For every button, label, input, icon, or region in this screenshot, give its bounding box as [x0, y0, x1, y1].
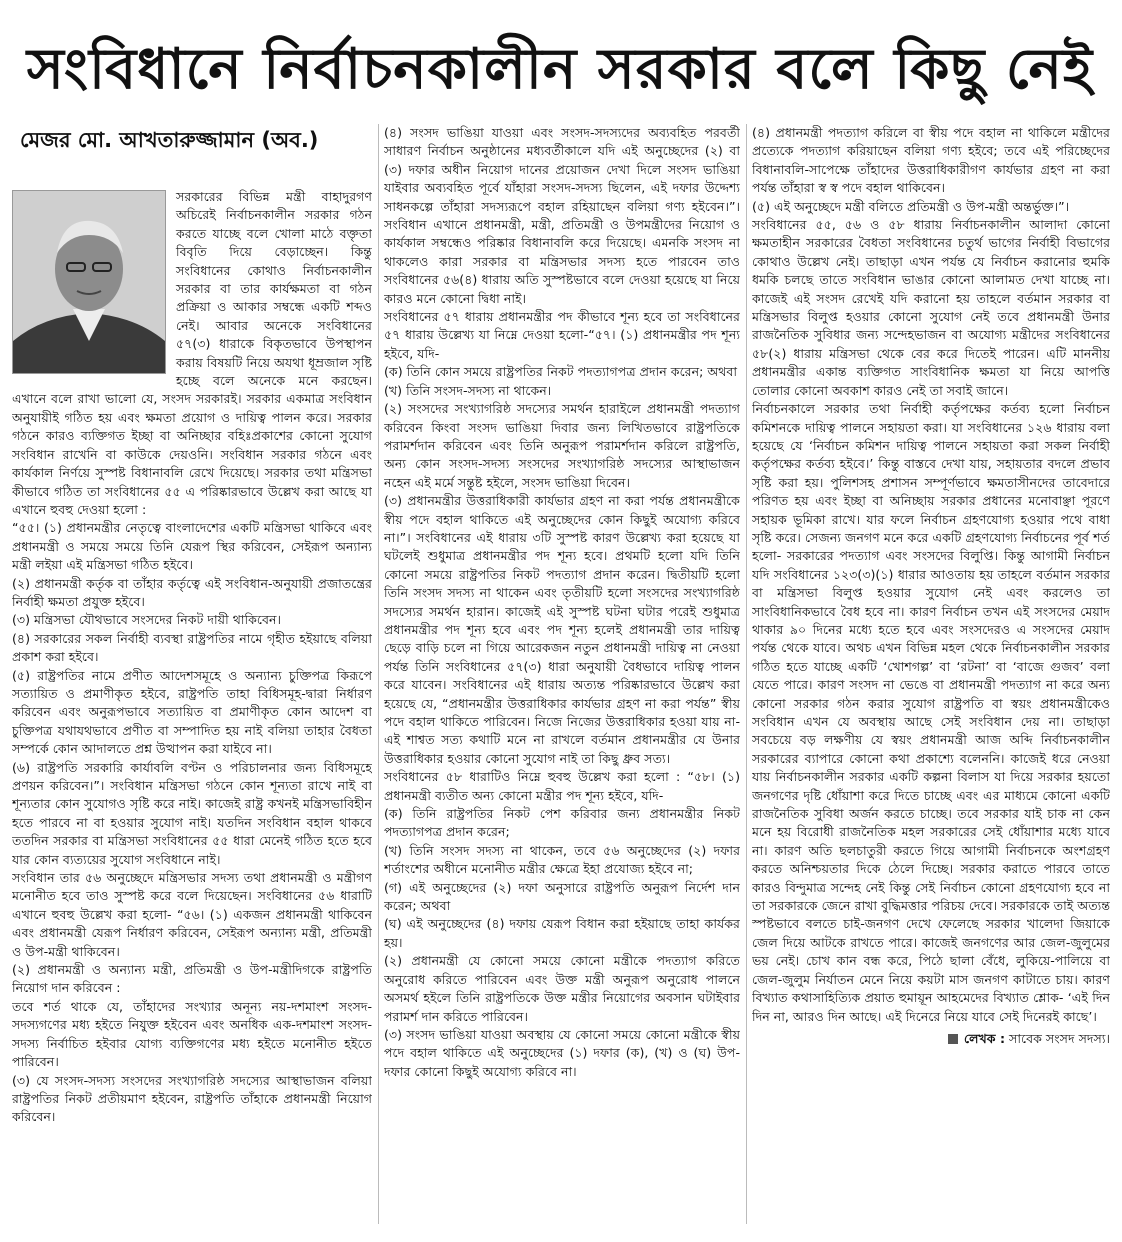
article-column-2 — [384, 124, 740, 1222]
author-note — [752, 1030, 1110, 1048]
paragraph: (খ) তিনি সংসদ সদস্য না থাকেন, তবে ৫৬ অনুচ্ছেদের (২) দফার শর্তাংশের অধীনে মনোনীত মন্ত্রীর ক্ষেত্রে ইহা প্রযোজ্য হইবে না; — [384, 842, 740, 877]
paragraph: (৪) সরকারের সকল নির্বাহী ব্যবস্থা রাষ্ট্রপতির নামে গৃহীত হইয়াছে বলিয়া প্রকাশ করা হইবে। — [12, 630, 372, 665]
paragraph: (৫) রাষ্ট্রপতির নামে প্রণীত আদেশসমূহে ও অন্যান্য চুক্তিপত্র কিরূপে সত্যায়িত ও প্রমাণীকৃত হইবে, রাষ্ট্রপতি তাহা বিধিসমূহ-দ্বারা নির্ধারণ করিবেন এবং অনুরূপভাবে সত্যায়িত বা প্রমাণীকৃত কোন আদেশ বা চুক্তিপত্র যথাযথভাবে প্রণীত বা সম্পাদিত হয় নাই বলিয়া তাহার বৈধতা সম্পর্কে কোন আদালতে প্রশ্ন উত্থাপন করা যাইবে না। — [12, 667, 372, 757]
article-column-3 — [752, 124, 1110, 1220]
author-note-label: লেখক : — [964, 1030, 1006, 1046]
paragraph: সংবিধানের ৫৭ ধারায় প্রধানমন্ত্রীর পদ কীভাবে শূন্য হবে তা সংবিধানের ৫৭ ধারায় উল্লেখ্য যা নিম্নে দেওয়া হলো-“৫৭। (১) প্রধানমন্ত্রীর পদ শূন্য হইবে, যদি- — [384, 309, 740, 361]
paragraph: (৩) সংসদ ভাঙিয়া যাওয়া অবস্থায় যে কোনো সময়ে কোনো মন্ত্রীকে স্বীয় পদে বহাল থাকিতে এই অনুচ্ছেদের (১) দফার (ক), (খ) ও (ঘ) উপ-দফার কোনো কিছুই অযোগ্য করিবে না। — [384, 1026, 740, 1079]
paragraph: সংবিধান তার ৫৬ অনুচ্ছেদে মন্ত্রিসভার সদস্য তথা প্রধানমন্ত্রী ও মন্ত্রীগণ মনোনীত হবে তাও সুস্পষ্ট করে বলে দিয়েছেন। সংবিধানের ৫৬ ধারাটি এখানে হুবহু উল্লেখ করা হলো- “৫৬। (১) একজন প্রধানমন্ত্রী থাকিবেন এবং প্রধানমন্ত্রী যেরূপ নির্ধারণ করিবেন, সেইরূপ অন্যান্য মন্ত্রী, প্রতিমন্ত্রী ও উপ-মন্ত্রী থাকিবেন। — [12, 870, 372, 959]
paragraph: (ক) তিনি রাষ্ট্রপতির নিকট পেশ করিবার জন্য প্রধানমন্ত্রীর নিকট পদত্যাগপত্র প্রদান করেন; — [384, 806, 740, 840]
paragraph: (২) সংসদের সংখ্যাগরিষ্ঠ সদস্যের সমর্থন হারাইলে প্রধানমন্ত্রী পদত্যাগ করিবেন কিংবা সংসদ ভাঙিয়া দিবার জন্য লিখিতভাবে রাষ্ট্রপতিকে পরামর্শদান করিবেন এবং তিনি অনুরূপ পরামর্শদান করিলে রাষ্ট্রপতি, অন্য কোন সংসদ-সদস্য সংসদের সংখ্যাগরিষ্ঠ সদস্যের আস্থাভাজন নহেন এই মর্মে সন্তুষ্ট হইলে, সংসদ ভাঙিয়া দিবেন। — [384, 401, 740, 490]
paragraph: নির্বাচনকালে সরকার তথা নির্বাহী কর্তৃপক্ষের কর্তব্য হলো নির্বাচন কমিশনকে দায়িত্ব পালনে সহায়তা করা। যা সংবিধানের ১২৬ ধারায় বলা হয়েছে যে ‘নির্বাচন কমিশন দায়িত্ব পালনে সহায়তা করা সকল নির্বাহী কর্তৃপক্ষের কর্তব্য হইবে।’ কিন্তু বাস্তবে দেখা যায়, সহায়তার বদলে প্রভাব সৃষ্টি করা হয়। পুলিশসহ প্রশাসন সম্পূর্ণভাবে ক্ষমতাসীনদের তাবেদারে পরিণত হয় এবং ইচ্ছা বা অনিচ্ছায় সরকার প্রধানের মনোবাঞ্ছা পূরণে সহায়ক ভূমিকা রাখে। যার ফলে নির্বাচন গ্রহণযোগ্য হওয়ার পথে বাধা সৃষ্টি করে। সেজন্য জনগণ মনে করে একটি গ্রহণযোগ্য নির্বাচনের পূর্ব শর্ত হলো- সরকারের পদত্যাগ এবং সংসদের বিলুপ্তি। কিন্তু আগামী নির্বাচন যদি সংবিধানের ১২৩(৩)(১) ধারার আওতায় হয় তাহলে বর্তমান সরকার বা মন্ত্রিসভা বিলুপ্ত হওয়ার সুযোগ নেই এবং করলেও তা সাংবিধানিকভাবে বৈধ হবে না। কারণ নির্বাচন তখন এই সংসদের মেয়াদ থাকার ৯০ দিনের মধ্যে হতে হবে এবং সংসদেরও এ সংসদের মেয়াদ পর্যন্ত থেকে যাবে। অথচ এখন বিভিন্ন মহল থেকে নির্বাচনকালীন সরকার গঠিত হতে যাচ্ছে একটি ‘খোশগল্প’ বা ‘রটনা’ বা ‘বাজে গুজব’ বলা যেতে পারে। কারণ সংসদ না ভেঙে বা প্রধানমন্ত্রী পদত্যাগ না করে অন্য কোনো সরকার গঠন করার সুযোগ রাষ্ট্রপতি বা স্বয়ং প্রধানমন্ত্রীকেও সংবিধান এখন যে অবস্থায় আছে সেই সংবিধান দেয় না। তাছাড়া সবচেয়ে বড় লক্ষণীয় যে স্বয়ং প্রধানমন্ত্রী আজ অব্দি নির্বাচনকালীন সরকারের ব্যাপারে কোনো কথা প্রকাশ্যে বলেননি। কাজেই ধরে নেওয়া যায় নির্বাচনকালীন সরকার একটি কল্পনা বিলাস যা দিয়ে সরকার হয়তো জনগণের দৃষ্টি ধোঁয়াশা করে দিতে চাচ্ছে এবং এর মাধ্যমে কোনো একটি রাজনৈতিক সুবিধা অর্জন করতে চাচ্ছে। তবে সরকার যাই চাক না কেন মনে হয় বিরোধী রাজনৈতিক মহল সরকারের সেই ধোঁয়াশার মধ্যে যাবে না। কারণ অতি ছলচাতুরী করতে গিয়ে আগামী নির্বাচনকে অংশগ্রহণ করতে অনিশ্চয়তার দিকে ঠেলে দিচ্ছে। সরকার করাতে পারবে তাতে কারও বিন্দুমাত্র সন্দেহ নেই কিন্তু সেই নির্বাচন কোনো গ্রহণযোগ্য হবে না তা সরকারকে জেনে রাখা বুদ্ধিমত্তার পরিচয় দেবে। সরকারকে তাই অত্যন্ত স্পষ্টভাবে বলতে চাই-জনগণ দেখে ফেলেছে সরকার খালেদা জিয়াকে জেল দিয়ে আটকে রাখতে পারে। কাজেই জনগণের আর জেল-জুলুমের ভয় নেই। চোখ কান বন্ধ করে, পিঠে ছালা বেঁধে, লুকিয়ে-পালিয়ে বা জেল-জুলুম নির্যাতন মেনে নিয়ে কয়টা মাস জনগণ কাটাতে চায়। কারণ বিখ্যাত কথাসাহিত্যিক প্রয়াত হুমায়ূন আহমেদের বিখ্যাত শ্লোক- ‘এই দিন দিন না, আরও দিন আছে। এই দিনেরে নিয়ে যাবে সেই দিনেরই কাছে’। — [752, 401, 1110, 1024]
paragraph: (ক) তিনি কোন সময়ে রাষ্ট্রপতির নিকট পদত্যাগপত্র প্রদান করেন; অথবা — [384, 364, 738, 380]
author-note-text: সাবেক সংসদ সদস্য। — [1009, 1030, 1110, 1046]
paragraph: (২) প্রধানমন্ত্রী কর্তৃক বা তাঁহার কর্তৃত্বে এই সংবিধান-অনুযায়ী প্রজাতন্ত্রের নির্বাহী ক্ষমতা প্রযুক্ত হইবে। — [12, 575, 372, 609]
paragraph: (৪) সংসদ ভাঙিয়া যাওয়া এবং সংসদ-সদস্যদের অব্যবহিত পরবর্তী সাধারণ নির্বাচন অনুষ্ঠানের মধ্যবর্তীকালে যদি এই অনুচ্ছেদের (২) বা (৩) দফার অধীন নিয়োগ দানের প্রয়োজন দেখা দিলে সংসদ ভাঙিয়া যাইবার অব্যবহিত পূর্বে যাঁহারা সংসদ-সদস্য ছিলেন, এই দফার উদ্দেশ্য সাধনকল্পে তাঁহারা সদস্যরূপে বহাল রহিয়াছেন বলিয়া গণ্য হইবেন।”। সংবিধান এখানে প্রধানমন্ত্রী, মন্ত্রী, প্রতিমন্ত্রী ও উপমন্ত্রীদের নিয়োগ ও কার্যকাল সম্বন্ধেও পরিষ্কার বিধানাবলি করে দিয়েছে। এমনকি সংসদ না থাকলেও কারা সরকার বা মন্ত্রিসভার সদস্য হতে পারবেন তাও সংবিধানের ৫৬(৪) ধারায় অতি সুস্পষ্টভাবে বলে দেওয়া হয়েছে যা নিয়ে কারও মনে কোনো দ্বিধা নাই। — [384, 125, 740, 306]
paragraph: (২) প্রধানমন্ত্রী ও অন্যান্য মন্ত্রী, প্রতিমন্ত্রী ও উপ-মন্ত্রীদিগকে রাষ্ট্রপতি নিয়োগ দান করিবেন : — [12, 962, 372, 996]
author-photo — [12, 190, 166, 374]
paragraph: (খ) তিনি সংসদ-সদস্য না থাকেন। — [384, 382, 552, 398]
author-portrait-image — [13, 191, 165, 373]
author-byline: মেজর মো. আখতারুজ্জামান (অব.) — [20, 128, 319, 152]
article-headline: সংবিধানে নির্বাচনকালীন সরকার বলে কিছু নেই — [26, 37, 1094, 102]
paragraph: (৩) প্রধানমন্ত্রীর উত্তরাধিকারী কার্যভার গ্রহণ না করা পর্যন্ত প্রধানমন্ত্রীকে স্বীয় পদে বহাল থাকিতে এই অনুচ্ছেদের কোন কিছুই অযোগ্য করিবে না।”। সংবিধানের এই ধারায় ৩টি সুস্পষ্ট কারণ উল্লেখ্য করা হয়েছে যা ঘটলেই শুধুমাত্র প্রধানমন্ত্রীর পদ শূন্য হবে। প্রথমটি হলো যদি তিনি কোনো সময়ে রাষ্ট্রপতির নিকট পদত্যাগ প্রদান করেন। দ্বিতীয়টি হলো তিনি সংসদ সদস্য না থাকেন এবং তৃতীয়টি হলো সংসদের সংখ্যাগরিষ্ঠ সদস্যের সমর্থন হারান। কাজেই এই সুস্পষ্ট ঘটনা ঘটার পরেই শুধুমাত্র প্রধানমন্ত্রীর পদ শূন্য হবে এবং পদ শূন্য হলেই প্রধানমন্ত্রী তার দায়িত্ব ছেড়ে বাড়ি চলে না গিয়ে আরেকজন নতুন প্রধানমন্ত্রী দায়িত্ব না নেওয়া পর্যন্ত তিনি সংবিধানের ৫৭(৩) ধারা অনুযায়ী বৈধভাবে দায়িত্ব পালন করে যাবেন। সংবিধানের এই ধারায় অত্যন্ত পরিষ্কারভাবে উল্লেখ করা হয়েছে যে, “প্রধানমন্ত্রীর উত্তরাধিকার কার্যভার গ্রহণ না করা পর্যন্ত” স্বীয় পদে বহাল থাকিতে পারিবেন। নিজে নিজের উত্তরাধিকার হওয়া যায় না-এই শাশ্বত সত্য কথাটি মনে না রাখলে বর্তমান প্রধানমন্ত্রীর যে উনার উত্তরাধিকার হওয়ার কোনো সুযোগ নাই তা কিছু ধ্রুব সত্য। — [384, 493, 740, 766]
paragraph: সরকারের বিভিন্ন মন্ত্রী বাহাদুরগণ অচিরেই নির্বাচনকালীন সরকার গঠন করতে যাচ্ছে বলে খোলা মাঠে বক্তৃতা বিবৃতি দিয়ে বেড়াচ্ছেন। কিন্তু সংবিধানের কোথাও নির্বাচনকালীন সরকার বা তার কার্যক্ষমতা বা গঠন প্রক্রিয়া ও আকার সম্বন্ধে একটি শব্দও নেই। আবার অনেকে সংবিধানের ৫৭(৩) ধারাকে বিকৃতভাবে উপস্থাপন করায় বিষয়টি নিয়ে অযথা ধূম্রজাল সৃষ্টি হচ্ছে বলে অনেকে মনে করছেন। এখানে বলে রাখা ভালো যে, সংসদ সরকারই। সরকার একমাত্র সংবিধান অনুযায়ীই গঠিত হয় এবং ক্ষমতা প্রয়োগ ও দায়িত্ব পালন করে। সরকার গঠনে কারও ব্যক্তিগত ইচ্ছা বা অনিচ্ছার বহিঃপ্রকাশের কোনো সুযোগ সংবিধান রাখেনি বা কাউকে দেয়ওনি। সংবিধান সরকার গঠনে এবং কার্যকাল নির্ণয়ে সুস্পষ্ট বিধানাবলি রেখে দিয়েছে। সরকার তথা মন্ত্রিসভা কীভাবে গঠিত তা সংবিধানের ৫৫ এ পরিষ্কারভাবে উল্লেখ করা আছে যা এখানে হুবহু দেওয়া হলো : — [12, 189, 372, 517]
bullet-square-icon — [948, 1034, 958, 1044]
paragraph: (৩) মন্ত্রিসভা যৌথভাবে সংসদের নিকট দায়ী থাকিবেন। — [12, 612, 282, 628]
paragraph: (২) প্রধানমন্ত্রী যে কোনো সময়ে কোনো মন্ত্রীকে পদত্যাগ করিতে অনুরোধ করিতে পারিবেন এবং উক্ত মন্ত্রী অনুরূপ অনুরোধ পালনে অসমর্থ হইলে তিনি রাষ্ট্রপতিকে উক্ত মন্ত্রীর নিয়োগের অবসান ঘটাইবার পরামর্শ দান করিতে পারিবেন। — [384, 953, 740, 1024]
column-divider — [746, 124, 747, 1224]
paragraph: (৪) প্রধানমন্ত্রী পদত্যাগ করিলে বা স্বীয় পদে বহাল না থাকিলে মন্ত্রীদের প্রত্যেকে পদত্যাগ করিয়াছেন বলিয়া গণ্য হইবে; তবে এই পরিচ্ছেদের বিধানাবলি-সাপেক্ষে তাঁহাদের উত্তরাধিকারীগণ কার্যভার গ্রহণ না করা পর্যন্ত তাঁহারা স্ব স্ব পদে বহাল থাকিবেন। — [752, 125, 1110, 196]
paragraph: (৩) যে সংসদ-সদস্য সংসদের সংখ্যাগরিষ্ঠ সদস্যের আস্থাভাজন বলিয়া রাষ্ট্রপতির নিকট প্রতীয়মাণ হইবেন, রাষ্ট্রপতি তাঁহাকে প্রধানমন্ত্রী নিয়োগ করিবেন। — [12, 1072, 372, 1125]
paragraph: সংবিধানের ৫৫, ৫৬ ও ৫৮ ধারায় নির্বাচনকালীন আলাদা কোনো ক্ষমতাহীন সরকারের বৈধতা সংবিধানের চতুর্থ ভাগের নির্বাহী বিভাগের কোথাও উল্লেখ নেই। তাছাড়া এখন পর্যন্ত যে নির্বাচন করানোর হুমকি ধমকি চলছে তাতে সংবিধান ভাঙার কোনো আলামত দেখা যাচ্ছে না। কাজেই এই সংসদ রেখেই যদি করানো হয় তাহলে বর্তমান সরকার বা মন্ত্রিসভার বিলুপ্ত হওয়ার কোনো সুযোগ নেই তবে প্রধানমন্ত্রী উনার রাজনৈতিক সুবিধার জন্য সন্দেহভাজন বা অযোগ্য মন্ত্রীদের সংবিধানের ৫৮(২) ধারায় মন্ত্রিসভা থেকে বের করে দিতেই পারেন। এটি মাননীয় প্রধানমন্ত্রীর একান্ত ব্যক্তিগত সাংবিধানিক ক্ষমতা যা নিয়ে আপত্তি তোলার কোনো অবকাশ কারও নেই তা সবাই জানে। — [752, 217, 1110, 398]
column-divider — [378, 124, 379, 1224]
paragraph: সংবিধানের ৫৮ ধারাটিও নিম্নে হুবহু উল্লেখ করা হলো : “৫৮। (১) প্রধানমন্ত্রী ব্যতীত অন্য কোনো মন্ত্রীর পদ শূন্য হইবে, যদি- — [384, 769, 740, 803]
paragraph: “৫৫। (১) প্রধানমন্ত্রীর নেতৃত্বে বাংলাদেশের একটি মন্ত্রিসভা থাকিবে এবং প্রধানমন্ত্রী ও সময়ে সময়ে তিনি যেরূপ স্থির করিবেন, সেইরূপ অন্যান্য মন্ত্রী লইয়া এই মন্ত্রিসভা গঠিত হইবে। — [12, 520, 372, 573]
paragraph: তবে শর্ত থাকে যে, তাঁহাদের সংখ্যার অনূন্য নয়-দশমাংশ সংসদ-সদস্যগণের মধ্য হইতে নিযুক্ত হইবেন এবং অনধিক এক-দশমাংশ সংসদ-সদস্য নির্বাচিত হইবার যোগ্য ব্যক্তিগণের মধ্য হইতে মনোনীত হইতে পারিবেন। — [12, 998, 372, 1070]
paragraph: (গ) এই অনুচ্ছেদের (২) দফা অনুসারে রাষ্ট্রপতি অনুরূপ নির্দেশ দান করেন; অথবা — [384, 879, 740, 914]
article-column-1 — [12, 188, 372, 1220]
paragraph: (৫) এই অনুচ্ছেদে মন্ত্রী বলিতে প্রতিমন্ত্রী ও উপ-মন্ত্রী অন্তর্ভুক্ত।”। — [752, 198, 1070, 214]
paragraph: (৬) রাষ্ট্রপতি সরকারি কার্যাবলি বণ্টন ও পরিচালনার জন্য বিধিসমূহে প্রণয়ন করিবেন।”। সংবিধান মন্ত্রিসভা গঠনে কোন শূন্যতা রাখে নাই বা শূন্যতার কোন সুযোগও সৃষ্টি করে নাই। কাজেই রাষ্ট্র কখনই মন্ত্রিসভাবিহীন হতে পারবে না বা হওয়ার সুযোগ নাই। যতদিন সংবিধান বহাল থাকবে ততদিন সরকার বা মন্ত্রিসভা সংবিধানের ৫৫ ধারা মেনেই গঠিত হতে হবে যার কোন ব্যত্যয়ের সুযোগ সংবিধানে নাই। — [12, 759, 372, 867]
paragraph: (ঘ) এই অনুচ্ছেদের (৪) দফায় যেরূপ বিধান করা হইয়াছে তাহা কার্যকর হয়। — [384, 916, 740, 950]
